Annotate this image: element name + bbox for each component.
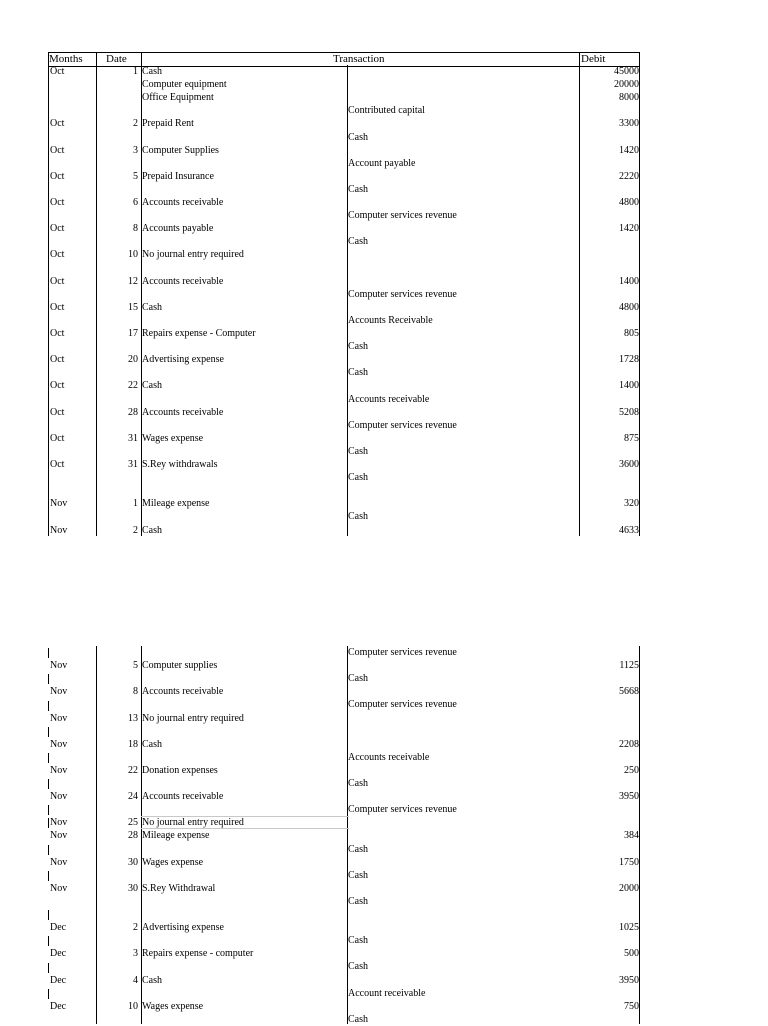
table-row [48,117,640,130]
debit-amount-cell: 4633 [619,524,639,536]
credit-account-cell: Cash [348,183,368,195]
table-row [48,659,640,672]
table-row [48,921,640,934]
debit-account-cell: Wages expense [142,432,204,444]
table-row [48,353,640,366]
row-tick [48,701,49,711]
debit-amount-cell: 5668 [619,686,639,698]
date-cell: 3 [133,144,138,156]
credit-account-cell: Computer services revenue [348,210,457,222]
credit-account-cell: Cash [348,511,368,523]
table-row [48,288,640,301]
debit-amount-cell: 1728 [619,354,639,366]
month-cell: Nov [50,817,68,829]
row-tick [48,753,49,763]
table-row [48,379,640,392]
table-row [48,829,640,842]
debit-account-cell: Cash [142,301,162,313]
date-cell: 3 [133,948,138,960]
month-cell: Oct [50,406,65,418]
credit-account-cell: Cash [348,445,368,457]
credit-account-cell: Cash [348,869,368,881]
table-row [48,314,640,327]
table-row [48,406,640,419]
row-tick [48,818,49,828]
table-row [48,843,640,856]
credit-account-cell: Computer services revenue [348,419,457,431]
date-cell: 1 [133,66,138,77]
table-row [48,301,640,314]
date-cell: 5 [133,170,138,182]
debit-amount-cell: 4800 [619,301,639,313]
debit-account-cell: Accounts receivable [142,275,224,287]
debit-amount-cell: 1750 [619,856,639,868]
table-row [48,895,640,908]
debit-amount-cell: 45000 [614,66,639,77]
debit-amount-cell: 250 [624,764,639,776]
date-cell: 4 [133,974,138,986]
debit-amount-cell: 1025 [619,922,639,934]
credit-account-cell: Cash [348,341,368,353]
debit-amount-cell: 5208 [619,406,639,418]
month-cell: Nov [50,856,68,868]
month-cell: Oct [50,354,65,366]
table-row [48,497,640,510]
month-cell: Nov [50,660,68,672]
table-row [48,1000,640,1013]
header-debit: Debit [581,53,606,65]
date-cell: 30 [128,882,138,894]
credit-account-cell: Cash [348,935,368,947]
table-row [48,445,640,458]
credit-account-cell: Computer services revenue [348,647,457,658]
month-cell: Nov [50,524,68,536]
table-row [48,366,640,379]
table-row [48,275,640,288]
table-row [48,222,640,235]
debit-account-cell: Accounts receivable [142,791,224,803]
credit-account-cell: Cash [348,236,368,248]
debit-amount-cell: 20000 [614,79,639,91]
date-cell: 10 [128,1000,138,1012]
debit-account-cell: Prepaid Insurance [142,170,214,182]
table-row [48,510,640,523]
debit-account-cell: Repairs expense - computer [142,948,254,960]
credit-account-cell: Accounts receivable [348,751,430,763]
debit-amount-cell: 3600 [619,459,639,470]
row-tick [48,805,49,815]
table-row [48,524,640,537]
debit-account-cell: Wages expense [142,856,204,868]
table-row [48,458,640,471]
debit-amount-cell: 384 [624,830,639,842]
debit-amount-cell: 8000 [619,92,639,104]
table-row [48,882,640,895]
table-row [48,960,640,973]
credit-account-cell: Computer services revenue [348,288,457,300]
credit-account-cell: Account payable [348,157,416,169]
debit-account-cell: S.Rey withdrawals [142,459,218,470]
debit-amount-cell: 1125 [619,660,639,672]
table-row [48,262,640,275]
debit-account-cell: Mileage expense [142,498,210,510]
credit-account-cell: Cash [348,895,368,907]
debit-account-cell: S.Rey Withdrawal [142,882,216,894]
debit-account-cell: Computer supplies [142,660,218,672]
credit-account-cell: Cash [348,472,368,484]
debit-amount-cell: 3950 [619,974,639,986]
header-months: Months [49,53,83,65]
date-cell: 31 [128,459,138,470]
row-tick [48,648,49,658]
table-row [48,908,640,921]
month-cell: Dec [50,922,67,934]
debit-amount-cell: 3300 [619,118,639,130]
table-row [48,856,640,869]
table-row [48,790,640,803]
month-cell: Nov [50,764,68,776]
table-row [48,183,640,196]
month-cell: Oct [50,223,65,235]
row-tick [48,674,49,684]
debit-account-cell: Advertising expense [142,922,224,934]
table-row [48,685,640,698]
table-row [48,934,640,947]
table-row [48,672,640,685]
table-row [48,947,640,960]
debit-amount-cell: 1420 [619,223,639,235]
date-cell: 22 [128,764,138,776]
debit-account-cell: No journal entry required [142,249,244,261]
month-cell: Nov [50,830,68,842]
month-cell: Oct [50,301,65,313]
debit-account-cell: Accounts payable [142,223,214,235]
credit-account-cell: Account receivable [348,987,426,999]
month-cell: Oct [50,170,65,182]
table-row [48,144,640,157]
debit-account-cell: Repairs expense - Computer [142,328,256,339]
row-tick [48,779,49,789]
month-cell: Oct [50,275,65,287]
debit-account-cell: Cash [142,66,162,77]
month-cell: Oct [50,118,65,130]
date-cell: 12 [128,275,138,287]
date-cell: 1 [133,498,138,510]
debit-amount-cell: 500 [624,948,639,960]
debit-account-cell: No journal entry required [142,817,244,829]
debit-amount-cell: 2000 [619,882,639,894]
date-cell: 22 [128,380,138,392]
credit-account-cell: Cash [348,673,368,685]
table-row [48,646,640,659]
table-row [48,777,640,790]
date-cell: 15 [128,301,138,313]
table-row [48,419,640,432]
month-cell: Nov [50,712,68,724]
month-cell: Oct [50,459,65,470]
table-row [48,764,640,777]
debit-account-cell: Cash [142,974,162,986]
table-row [48,974,640,987]
credit-account-cell: Accounts Receivable [348,314,433,326]
debit-account-cell: Cash [142,738,162,750]
row-tick [48,989,49,999]
debit-account-cell: Accounts receivable [142,197,224,208]
credit-account-cell: Accounts receivable [348,393,430,405]
table-row [48,248,640,261]
table-row [48,235,640,248]
credit-account-cell: Computer services revenue [348,699,457,711]
month-cell: Oct [50,66,65,77]
debit-amount-cell: 2208 [619,738,639,750]
month-cell: Nov [50,686,68,698]
debit-amount-cell: 1400 [619,380,639,392]
month-cell: Oct [50,432,65,444]
table-row [48,432,640,445]
debit-account-cell: Wages expense [142,1000,204,1012]
debit-account-cell: Computer equipment [142,79,227,91]
date-cell: 2 [133,922,138,934]
table-row [48,698,640,711]
credit-account-cell: Cash [348,1013,368,1025]
debit-account-cell: Accounts receivable [142,686,224,698]
table-row [48,91,640,104]
table-row [48,816,640,829]
row-tick [48,727,49,737]
debit-amount-cell: 1400 [619,275,639,287]
debit-account-cell: Cash [142,524,162,536]
month-cell: Oct [50,249,65,261]
debit-amount-cell: 3950 [619,791,639,803]
date-cell: 2 [133,118,138,130]
header-transaction: Transaction [333,53,385,65]
month-cell: Oct [50,144,65,156]
credit-account-cell: Contributed capital [348,105,425,117]
table-row [48,78,640,91]
month-cell: Nov [50,738,68,750]
debit-account-cell: Accounts receivable [142,406,224,418]
date-cell: 28 [128,406,138,418]
debit-account-cell: Computer Supplies [142,144,219,156]
debit-account-cell: No journal entry required [142,712,244,724]
debit-amount-cell: 2220 [619,170,639,182]
month-cell: Oct [50,328,65,339]
credit-account-cell: Cash [348,843,368,855]
row-tick [48,936,49,946]
date-cell: 17 [128,328,138,339]
credit-account-cell: Cash [348,778,368,789]
table-row [48,209,640,222]
date-cell: 13 [128,712,138,724]
debit-account-cell: Prepaid Rent [142,118,194,130]
credit-account-cell: Cash [348,961,368,973]
table-row [48,131,640,144]
month-cell: Nov [50,791,68,803]
table-row [48,751,640,764]
table-row [48,869,640,882]
month-cell: Nov [50,882,68,894]
table-row [48,157,640,170]
table-row [48,725,640,738]
date-cell: 5 [133,660,138,672]
date-cell: 28 [128,830,138,842]
date-cell: 31 [128,432,138,444]
row-tick [48,963,49,973]
table-row [48,484,640,497]
month-cell: Dec [50,1000,67,1012]
header-date: Date [106,53,127,65]
debit-account-cell: Advertising expense [142,354,224,366]
date-cell: 8 [133,223,138,235]
table-row [48,712,640,725]
table-row [48,340,640,353]
debit-account-cell: Cash [142,380,162,392]
table-row [48,738,640,751]
table-row [48,104,640,117]
debit-account-cell: Mileage expense [142,830,210,842]
date-cell: 24 [128,791,138,803]
table-row [48,393,640,406]
date-cell: 25 [128,817,138,829]
debit-amount-cell: 805 [624,328,639,339]
row-tick [48,871,49,881]
date-cell: 18 [128,738,138,750]
table-row [48,327,640,340]
table-row [48,196,640,209]
date-cell: 20 [128,354,138,366]
credit-account-cell: Computer services revenue [348,804,457,816]
date-cell: 2 [133,524,138,536]
credit-account-cell: Cash [348,131,368,143]
debit-amount-cell: 875 [624,432,639,444]
table-row [48,803,640,816]
debit-amount-cell: 4800 [619,197,639,208]
month-cell: Dec [50,974,67,986]
debit-account-cell: Donation expenses [142,764,218,776]
date-cell: 30 [128,856,138,868]
debit-account-cell: Office Equipment [142,92,214,104]
date-cell: 8 [133,686,138,698]
debit-amount-cell: 1420 [619,144,639,156]
month-cell: Oct [50,380,65,392]
table-row [48,987,640,1000]
credit-account-cell: Cash [348,367,368,379]
debit-amount-cell: 320 [624,498,639,510]
month-cell: Dec [50,948,67,960]
debit-amount-cell: 750 [624,1000,639,1012]
table-row [48,471,640,484]
row-tick [48,910,49,920]
month-cell: Nov [50,498,68,510]
row-tick [48,845,49,855]
date-cell: 10 [128,249,138,261]
table-row [48,170,640,183]
date-cell: 6 [133,197,138,208]
table-row [48,65,640,78]
month-cell: Oct [50,197,65,208]
